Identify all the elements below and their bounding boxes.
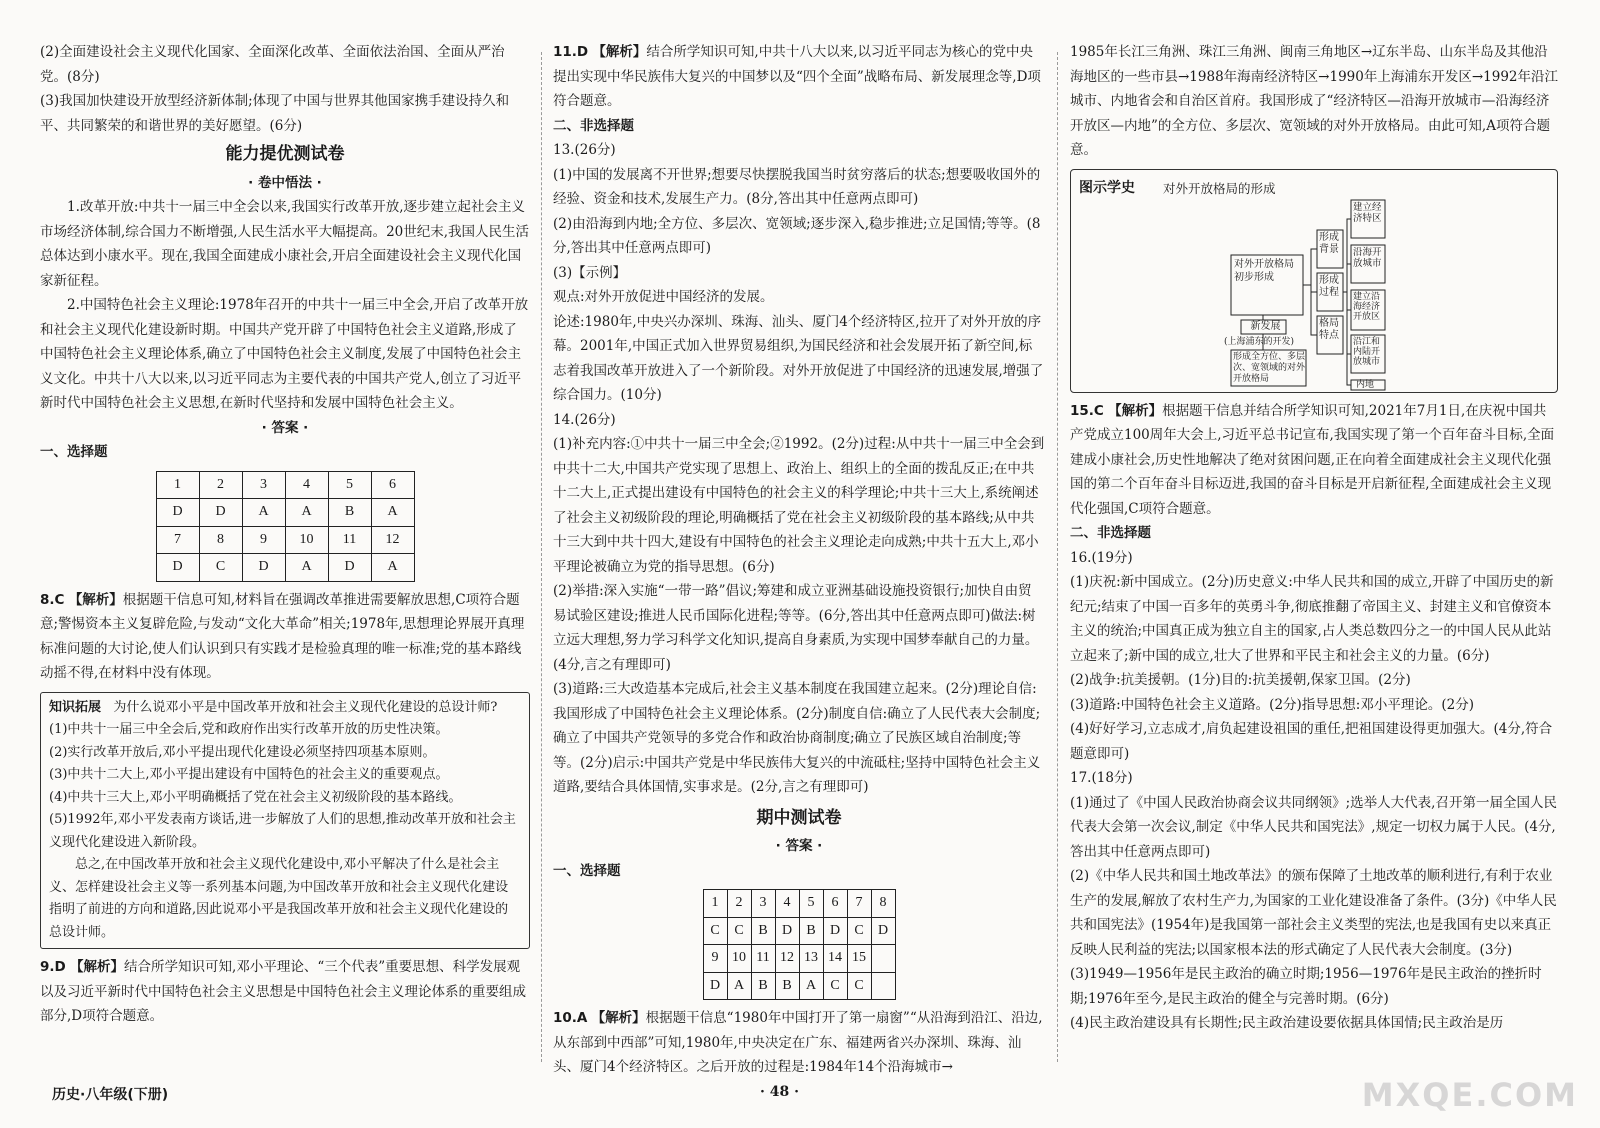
answer-paragraph: 观点:对外开放促进中国经济的发展。 [553,289,774,305]
table-cell: C [847,972,871,1000]
summary-paragraph: 1.改革开放:中共十一届三中全会以来,我国实行改革开放,逐步建立起社会主义市场经济体制,综合国力不断增强,人民生活水平大幅提高。20世纪末,我国人民生活总体达到小康水平。现在,我国全面建成小康社会,开启全面建设社会主义现代化国家新征程。 [40,199,530,289]
table-cell: 13 [799,945,823,973]
table-cell: D [199,499,242,527]
page-number: · 48 · [760,1084,799,1100]
table-cell: 2 [199,471,242,499]
box-title: 知识拓展 [49,699,102,715]
explanation-text: 结合所学知识可知,邓小平理论、“三个代表”重要思想、科学发展观以及习近平新时代中国特色社会主义思想是中国特色社会主义理论体系的重要组成部分,D项符合题意。 [40,959,526,1024]
table-row [156,499,414,527]
table-cell: 10 [727,945,751,973]
answer-paragraph: (3)【示例】 [553,264,627,281]
table-cell: A [285,499,328,527]
box-item: (3)中共十二大上,邓小平提出建设有中国特色的社会主义的重要观点。 [49,767,449,782]
column-divider-1 [541,52,542,1062]
table-cell: 4 [285,471,328,499]
answer-paragraph: 1985年长江三角洲、珠江三角洲、闽南三角地区→辽东半岛、山东半岛及其他沿海地区的一些市县→1988年海南经济特区→1990年上海浦东开发区→1992年沿江城市、内地省会和自治区首府。我国形成了“经济特区—沿海开放城市—沿海经济开放区—内地”的全方位、多层次、宽领域的对外开放格局。由此可知,A项符合题意。 [1070,44,1559,158]
table-cell: 2 [727,890,751,918]
answer-paragraph: (2)由沿海到内地;全方位、多层次、宽领域;逐步深入,稳步推进;立足国情;等等。(8分,答出其中任意两点即可) [553,215,1041,256]
choice-section-heading: 一、选择题 [40,444,108,460]
table-cell: 5 [799,890,823,918]
question-number: 17.(18分) [1070,770,1133,786]
question-number: 11.D [553,44,589,60]
table-cell: B [775,972,799,1000]
table-cell: D [328,554,371,582]
question-number: 13.(26分) [553,142,616,158]
table-cell: D [703,972,727,1000]
question-11-explanation [553,40,1045,114]
table-cell: B [751,972,775,1000]
question-number: 9.D [40,959,66,975]
question-number: 16.(19分) [1070,549,1133,566]
table-cell: D [156,499,199,527]
explanation-text: 根据题干信息并结合所学知识可知,2021年7月1日,在庆祝中国共产党成立100周年大会上,习近平总书记宣布,我国实现了第一个百年奋斗目标,全面建成小康社会,历史性地解决了绝对贫困问题,正在向着全面建成社会主义现代化强国的第二个百年奋斗目标迈进,我国的奋斗目标是开启新征程,全面建成社会主义现代化强国,C项符合题意。 [1070,402,1555,517]
question-number: 8.C [40,591,65,608]
table-cell: 10 [285,526,328,554]
table-row [703,917,895,945]
table-cell: 14 [823,945,847,973]
table-row [156,554,414,582]
table-cell: 7 [847,890,871,918]
table-cell: A [371,499,414,527]
table-cell: 8 [199,526,242,554]
explanation-tag: 【解析】 [592,44,647,60]
answer-table [703,889,896,1000]
diagram-right-item: 内地 [1356,379,1375,390]
answer-paragraph: (2)全面建设社会主义现代化国家、全面深化改革、全面依法治国、全面从严治党。(8分) [40,44,505,85]
table-cell: 3 [751,890,775,918]
answer-table [156,471,415,582]
answer-paragraph: (3)道路:三大改造基本完成后,社会主义基本制度在我国建立起来。(2分)理论自信:我国形成了中国特色社会主义理论体系。(2分)制度自信:确立了人民代表大会制度;确立了中国共产党领导的多党合作和政治协商制度;确立了民族区域自治制度;等等。(2分)启示:中国共产党是中华民族伟大复兴的中流砥柱;坚持中国特色社会主义道路,要结合具体国情,实事求是。(2分,言之有理即可) [553,681,1041,795]
diagram-right-item: 沿江和内陆开放城市 [1353,336,1381,367]
table-cell: 8 [871,890,895,918]
column-2 [553,40,1045,1080]
knowledge-extension-box [40,692,530,950]
answer-paragraph: (2)战争:抗美援朝。(1分)目的:抗美援朝,保家卫国。(2分) [1070,672,1411,688]
box-question [49,697,521,720]
table-cell: 15 [847,945,871,973]
table-cell: D [871,917,895,945]
table-cell: 6 [823,890,847,918]
table-cell: D [242,554,285,582]
table-row [156,471,414,499]
answer-paragraph: (1)中国的发展离不开世界;想要尽快摆脱我国当时贫穷落后的状态;想要吸收国外的经验、资金和技术,发展生产力。(8分,答出其中任意两点即可) [553,166,1041,207]
table-cell: A [727,972,751,1000]
answer-paragraph: (4)民主政治建设具有长期性;民主政治建设要依据具体国情;民主政治是历 [1070,1015,1504,1031]
section-subtitle: · 卷中悟法 · [248,174,322,191]
explanation-text: 结合所学知识可知,中共十八大以来,以习近平同志为核心的党中央提出实现中华民族伟大复兴的中国梦以及“四个全面”战略布局、新发展理念等,D项符合题意。 [553,44,1041,109]
question-15-explanation [1070,399,1558,522]
table-cell: 1 [703,890,727,918]
table-cell: 1 [156,471,199,499]
section-title: 能力提优测试卷 [225,144,345,164]
diagram-mid-item: 形成过程 [1319,274,1339,298]
answer-paragraph: (2)举措:深入实施“一带一路”倡议;筹建和成立亚洲基础设施投资银行;加快自由贸易试验区建设;推进人民币国际化进程;等等。(6分,答出其中任意两点即可)做法:树立远大理想,努力学习科学文化知识,提高自身素质,为实现中国梦奉献自己的力量。(4分,言之有理即可) [553,583,1039,673]
table-cell: 9 [703,945,727,973]
table-cell: 7 [156,526,199,554]
table-cell: 12 [775,945,799,973]
table-row [703,945,895,973]
diagram-left-mid: 新发展 [1250,320,1281,332]
choice-section-heading: 一、选择题 [553,862,621,879]
table-cell: B [328,499,371,527]
question-10-explanation [553,1006,1045,1080]
question-8-explanation [40,588,530,686]
column-1 [40,40,530,1029]
table-cell: D [775,917,799,945]
explanation-tag: 【解析】 [1108,402,1163,419]
explanation-tag: 【解析】 [591,1010,646,1026]
box-item: (4)中共十三大上,邓小平明确概括了党在社会主义初级阶段的基本路线。 [49,789,462,805]
diagram-left-mid-note: (上海浦东的开发) [1224,336,1295,347]
table-cell: A [285,554,328,582]
table-cell: 3 [242,471,285,499]
table-cell [871,972,895,1000]
watermark: MXQE.COM [1361,1076,1578,1114]
table-cell [871,945,895,973]
history-diagram [1070,169,1558,393]
diagram-right-item: 建立沿海经济开放区 [1353,291,1381,322]
table-cell: C [703,917,727,945]
column-divider-2 [1057,52,1058,1062]
answer-paragraph: (3)道路:中国特色社会主义道路。(2分)指导思想:邓小平理论。(2分) [1070,696,1474,713]
diagram-mid-item: 格局特点 [1319,317,1339,341]
box-question-text: 为什么说邓小平是中国改革开放和社会主义现代化建设的总设计师? [113,699,498,715]
explanation-text: 根据题干信息可知,材料旨在强调改革推进需要解放思想,C项符合题意;警惕资本主义复辟危险,与发动“文化大革命”相关;1978年,思想理论界展开真理标准问题的大讨论,使人们认识到只有实践才是检验真理的唯一标准;党的基本路线动摇不得,在材料中没有体现。 [40,591,525,681]
answer-paragraph: (1)庆祝:新中国成立。(2分)历史意义:中华人民共和国的成立,开辟了中国历史的新纪元;结束了中国一百多年的英勇斗争,彻底推翻了帝国主义、封建主义和官僚资本主义的统治;中国真正成为独立自主的国家,占人类总数四分之一的中国人民从此站立起来了;新中国的成立,壮大了世界和平民主和社会主义的力量。(6分) [1070,574,1554,664]
box-item: (5)1992年,邓小平发表南方谈话,进一步解放了人们的思想,推动改革开放和社会主义现代化建设进入新阶段。 [49,812,516,850]
table-row [703,890,895,918]
explanation-tag: 【解析】 [70,959,125,975]
table-cell: A [242,499,285,527]
answer-paragraph: (2)《中华人民共和国土地改革法》的颁布保障了土地改革的顺利进行,有利于农业生产的发展,解放了农村生产力,为国家的工业化建设准备了条件。(3分)《中华人民共和国宪法》(1954年)是我国第一部社会主义类型的宪法,也是我国有史以来真正反映人民利益的宪法;以国家根本法的形式确定了人民代表大会制度。(3分) [1070,868,1557,958]
table-cell: 9 [242,526,285,554]
diagram-title: 图示学史 [1079,179,1135,196]
table-row [703,972,895,1000]
explanation-text: 根据题干信息“1980年中国打开了第一扇窗”“从沿海到沿江、沿边,从东部到中西部”可知,1980年,中央决定在广东、福建两省兴办深圳、珠海、汕头、厦门4个经济特区。之后开放的过程是:1984年14个沿海城市→ [553,1010,1043,1075]
table-row [156,526,414,554]
question-9-explanation [40,955,530,1029]
table-cell: B [799,917,823,945]
table-cell: D [823,917,847,945]
answer-heading: · 答案 · [775,838,823,854]
question-number: 10.A [553,1010,588,1026]
section-title: 期中测试卷 [756,807,842,828]
table-cell: 6 [371,471,414,499]
box-item: (1)中共十一届三中全会后,党和政府作出实行改革开放的历史性决策。 [49,722,449,737]
table-cell: A [799,972,823,1000]
table-cell: C [823,972,847,1000]
table-cell: 12 [371,526,414,554]
answer-paragraph: (1)通过了《中国人民政治协商会议共同纲领》;选举人大代表,召开第一届全国人民代表大会第一次会议,制定《中华人民共和国宪法》,规定一切权力属于人民。(4分,答出其中任意两点即可) [1070,794,1557,860]
answer-heading: · 答案 · [261,419,309,436]
box-item: (2)实行改革开放后,邓小平提出现代化建设必须坚持四项基本原则。 [49,744,436,760]
diagram-right-item: 建立经济特区 [1353,201,1382,224]
table-cell: B [751,917,775,945]
diagram-left-top: 对外开放格局初步形成 [1234,258,1294,283]
column-3 [1070,40,1558,1036]
summary-paragraph: 2.中国特色社会主义理论:1978年召开的中共十一届三中全会,开启了改革开放和社会主义现代化建设新时期。中国共产党开辟了中国特色社会主义道路,形成了中国特色社会主义理论体系,确立了中国特色社会主义制度,发展了中国特色社会主义文化。中共十八大以来,以习近平同志为主要代表的中国共产党人,创立了习近平新时代中国特色社会主义思想,在新时代坚持和发展中国特色社会主义。 [40,297,529,411]
answer-paragraph: 论述:1980年,中央兴办深圳、珠海、汕头、厦门4个经济特区,拉开了对外开放的序幕。2001年,中国正式加入世界贸易组织,为国民经济和社会发展开拓了新空间,标志着我国改革开放进入了一个新阶段。对外开放促进了中国经济的迅速发展,增强了综合国力。(10分) [553,313,1044,403]
table-cell: C [199,554,242,582]
question-number: 15.C [1070,402,1104,419]
answer-paragraph: (1)补充内容:①中共十一届三中全会;②1992。(2分)过程:从中共十一届三中全会到中共十二大,中国共产党实现了思想上、政治上、组织上的全面的拨乱反正;在中共十二大上,正式提出建设有中国特色的社会主义的科学理论;中共十三大上,系统阐述了社会主义初级阶段的理论,明确概括了党在社会主义初级阶段的基本路线;从中共十三大到中共十四大,建设有中国特色的社会主义理论走向成熟;中共十五大上,邓小平理论被确立为党的指导思想。(6分) [553,436,1045,575]
table-cell: A [371,554,414,582]
table-cell: 11 [328,526,371,554]
non-choice-section-heading: 二、非选择题 [1070,525,1151,541]
footer-subject: 历史·八年级(下册) [52,1087,169,1103]
diagram-mid-item: 形成背景 [1319,231,1339,255]
table-cell: 5 [328,471,371,499]
diagram-left-bottom: 形成全方位、多层次、宽领域的对外开放格局 [1233,351,1306,384]
question-number: 14.(26分) [553,411,616,428]
diagram-graphic [1071,170,1557,392]
table-cell: D [156,554,199,582]
table-cell: C [727,917,751,945]
table-cell: 4 [775,890,799,918]
table-cell: C [847,917,871,945]
diagram-subtitle: 对外开放格局的形成 [1163,180,1276,196]
explanation-tag: 【解析】 [68,591,123,608]
box-conclusion: 总之,在中国改革开放和社会主义现代化建设中,邓小平解决了什么是社会主义、怎样建设社会主义等一系列基本问题,为中国改革开放和社会主义现代化建设指明了前进的方向和道路,因此说邓小平是我国改革开放和社会主义现代化建设的总设计师。 [49,857,509,940]
answer-paragraph: (3)1949—1956年是民主政治的确立时期;1956—1976年是民主政治的挫折时期;1976年至今,是民主政治的健全与完善时期。(6分) [1070,966,1542,1007]
non-choice-section-heading: 二、非选择题 [553,117,634,134]
answer-paragraph: (3)我国加快建设开放型经济新体制;体现了中国与世界其他国家携手建设持久和平、共同繁荣的和谐世界的美好愿望。(6分) [40,93,510,134]
table-cell: 11 [751,945,775,973]
diagram-right-item: 沿海开放城市 [1353,246,1382,269]
answer-paragraph: (4)好好学习,立志成才,肩负起建设祖国的重任,把祖国建设得更加强大。(4分,符合题意即可) [1070,721,1553,762]
